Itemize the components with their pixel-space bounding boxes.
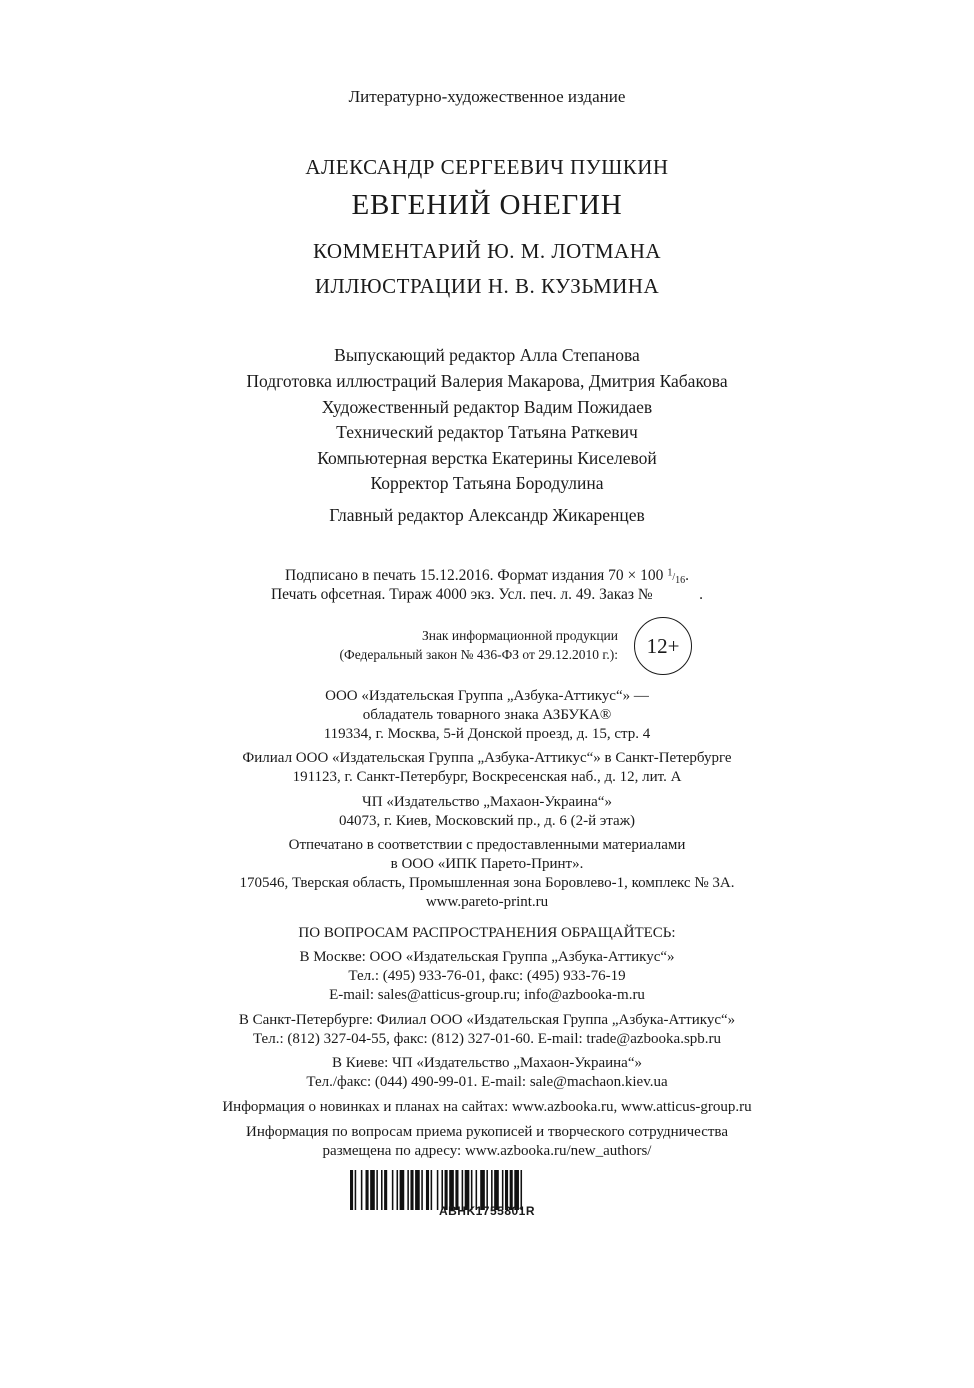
publisher-line: 119334, г. Москва, 5-й Донской проезд, д. 15, стр. 4 [323, 726, 651, 742]
printer-line: Отпечатано в соответствии с предоставленными материалами [288, 837, 686, 853]
branch-line: Филиал ООО «Издательская Группа „Азбука-Аттикус“» в Санкт-Петербурге [242, 750, 732, 766]
age-label-line: Знак информационной продукции [421, 628, 618, 643]
manuscripts-line: Информация по вопросам приема рукописей и творческого сотрудничества [246, 1124, 728, 1140]
publisher-line: обладатель товарного знака АЗБУКА® [362, 707, 612, 723]
printer-line: в ООО «ИПК Парето-Принт». [390, 856, 584, 872]
age-rating-block [300, 616, 700, 676]
spb-line: В Санкт-Петербурге: Филиал ООО «Издательская Группа „Азбука-Аттикус“» [238, 1012, 736, 1028]
moscow-line: В Москве: ООО «Издательская Группа „Азбука-Аттикус“» [299, 949, 675, 965]
publisher-line: ООО «Издательская Группа „Азбука-Аттикус“» — [325, 688, 649, 704]
ukraine-line: ЧП «Издательство „Махаон-Украина“» [362, 794, 612, 810]
moscow-line: E-mail: sales@atticus-group.ru; info@azbooka-m.ru [329, 987, 645, 1003]
printer-line: 170546, Тверская область, Промышленная зона Боровлево-1, комплекс № 3А. [239, 875, 735, 891]
fraction-numerator: 1 [667, 567, 673, 579]
kiev-line: Тел./факс: (044) 490-99-01. E-mail: sale@machaon.kiev.ua [306, 1074, 668, 1090]
barcode-number: ABHK1755801R [438, 1204, 536, 1218]
credit-line: Корректор Татьяна Бородулина [370, 473, 604, 493]
print-info-line-1 [0, 567, 974, 586]
spb-line: Тел.: (812) 327-04-55, факс: (812) 327-01-60. E-mail: trade@azbooka.spb.ru [252, 1031, 722, 1047]
credit-line: Компьютерная верстка Екатерины Киселевой [317, 448, 657, 468]
print-info-line-2: Печать офсетная. Тираж 4000 экз. Усл. печ. л. 49. Заказ № . [270, 586, 704, 603]
credit-line: Художественный редактор Вадим Пожидаев [321, 397, 653, 417]
credit-line: Технический редактор Татьяна Раткевич [336, 422, 638, 442]
credit-line: Выпускающий редактор Алла Степанова [334, 345, 640, 365]
print-info-end: . [685, 567, 689, 584]
age-rating-label [340, 626, 618, 664]
manuscripts-line: размещена по адресу: www.azbooka.ru/new_authors/ [322, 1143, 652, 1159]
sites-line: Информация о новинках и планах на сайтах: www.azbooka.ru, www.atticus-group.ru [222, 1099, 752, 1115]
branch-line: 191123, г. Санкт-Петербург, Воскресенская наб., д. 12, лит. А [292, 769, 682, 785]
ukraine-line: 04073, г. Киев, Московский пр., д. 6 (2-й этаж) [338, 813, 636, 829]
age-rating-badge: 12+ [634, 617, 692, 675]
format-fraction: $^1/_{16}$ [667, 567, 686, 586]
age-label-line: (Федеральный закон № 436-ФЗ от 29.12.2010 г.): [339, 647, 618, 662]
book-title: ЕВГЕНИЙ ОНЕГИН [351, 189, 623, 221]
printer-website: www.pareto-print.ru [425, 894, 549, 910]
kiev-line: В Киеве: ЧП «Издательство „Махаон-Украина“» [332, 1055, 642, 1071]
commentary-credit: КОММЕНТАРИЙ Ю. М. ЛОТМАНА [312, 239, 662, 263]
print-info-text: Подписано в печать 15.12.2016. Формат издания 70 × 100 [285, 567, 668, 584]
illustrations-credit: ИЛЛЮСТРАЦИИ Н. В. КУЗЬМИНА [314, 274, 660, 298]
credit-line: Подготовка иллюстраций Валерия Макарова, Дмитрия Кабакова [246, 371, 728, 391]
moscow-line: Тел.: (495) 933-76-01, факс: (495) 933-76-19 [348, 968, 626, 984]
chief-editor-line: Главный редактор Александр Жикаренцев [329, 505, 645, 525]
distribution-heading: ПО ВОПРОСАМ РАСПРОСТРАНЕНИЯ ОБРАЩАЙТЕСЬ: [298, 925, 676, 941]
genre-label: Литературно-художественное издание [348, 87, 626, 106]
author-name: АЛЕКСАНДР СЕРГЕЕВИЧ ПУШКИН [305, 155, 669, 179]
fraction-denominator: 16 [675, 575, 686, 586]
